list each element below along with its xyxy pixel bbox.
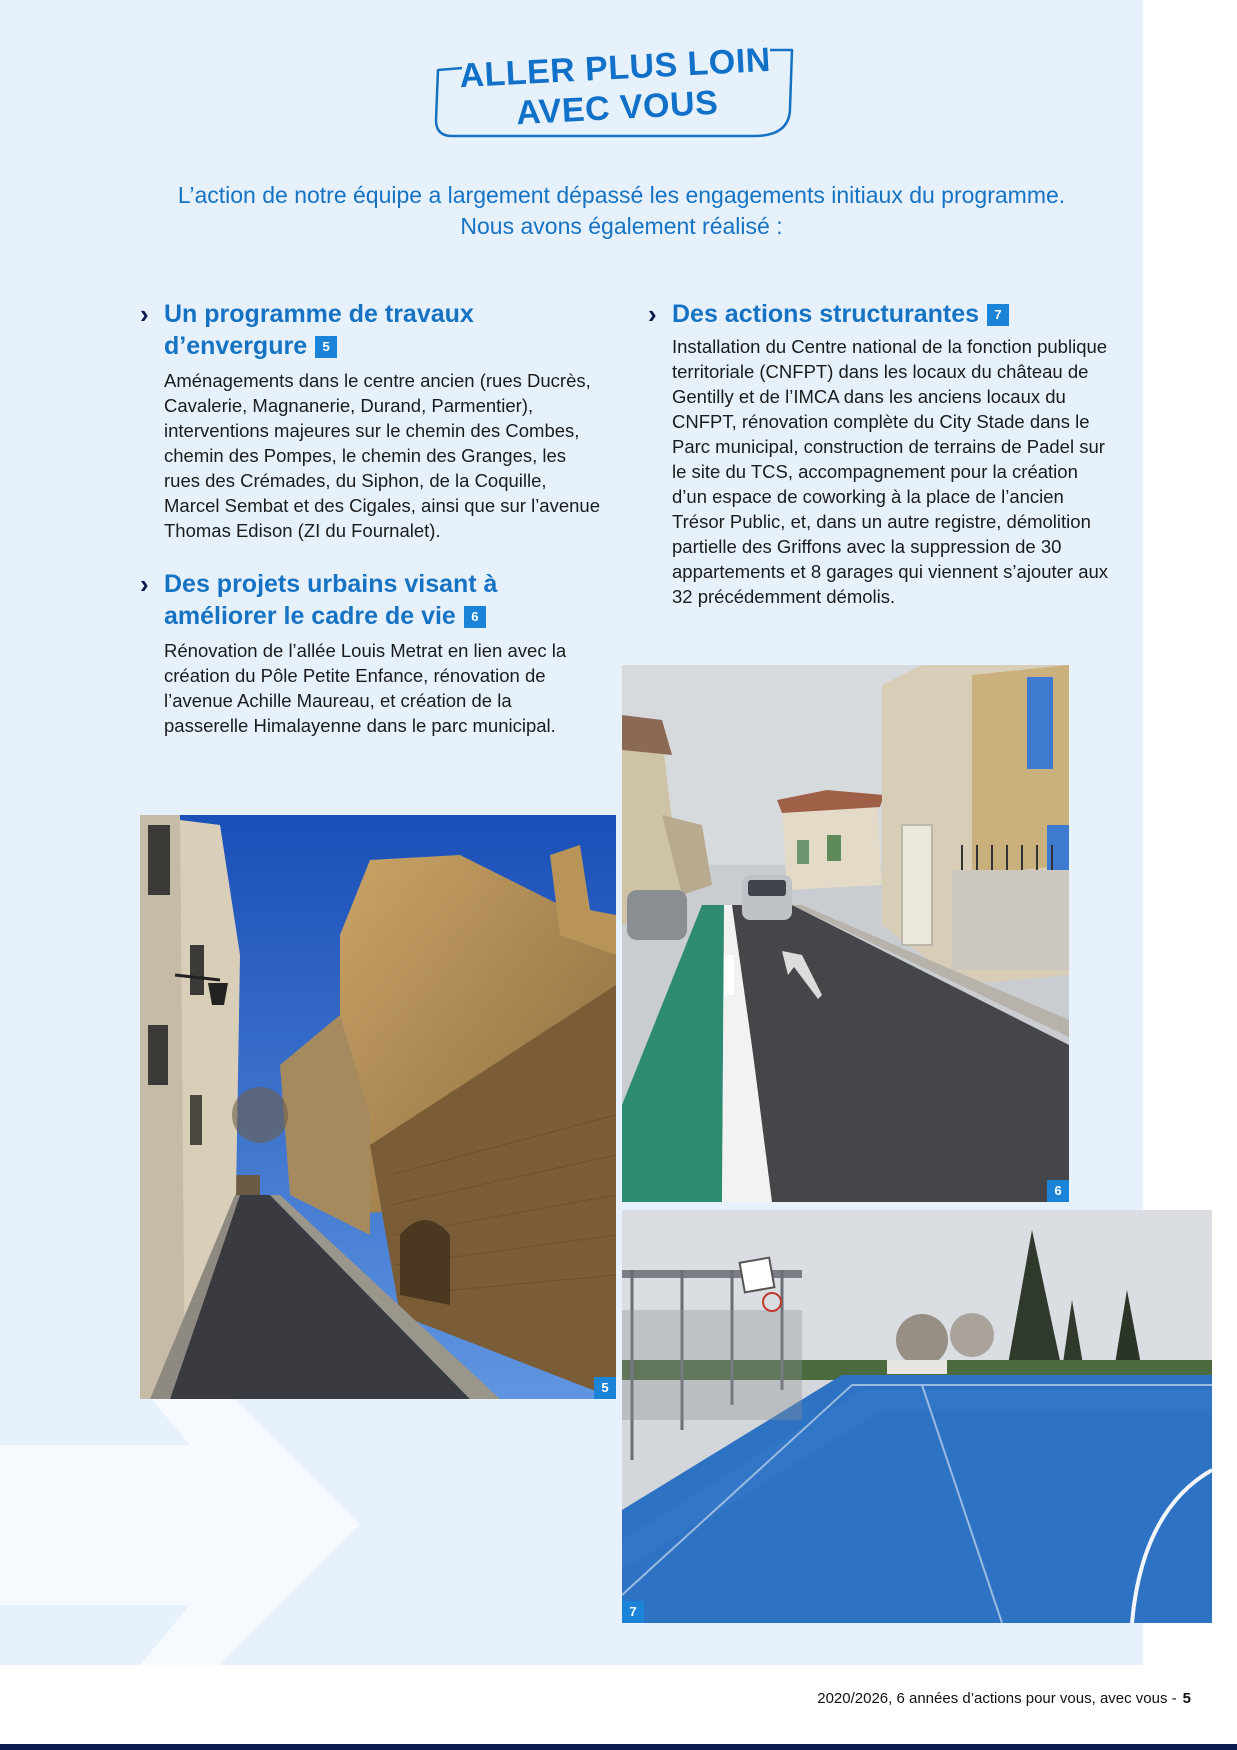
- title-line-2: AVEC VOUS: [515, 83, 720, 133]
- section-title: Des projets urbains visant à améliorer le cadre de vie 6: [164, 570, 498, 630]
- intro-line-1: L’action de notre équipe a largement dépassé les engagements initiaux du programme.: [177, 182, 1066, 208]
- section-projets-urbains: [140, 568, 600, 738]
- photo-avenue-cycle-lane: [622, 665, 1069, 1202]
- photo-badge: 6: [1047, 1180, 1069, 1202]
- section-badge: 6: [464, 606, 486, 628]
- title-banner: [432, 42, 800, 140]
- photo-image: [140, 815, 616, 1399]
- section-body: Rénovation de l’allée Louis Metrat en lien avec la création du Pôle Petite Enfance, rénovation de l’avenue Achille Maureau, et création de la passerelle Himalayenne dans le parc municipal.: [164, 640, 567, 736]
- page-footer: [817, 1690, 1191, 1707]
- section-badge: 5: [315, 336, 337, 358]
- footer-text: 2020/2026, 6 années d’actions pour vous, avec vous -: [817, 1690, 1177, 1707]
- photo-image: [622, 1210, 1212, 1623]
- photo-badge: 7: [622, 1601, 644, 1623]
- section-badge: 7: [987, 304, 1009, 326]
- section-actions-structurantes: [648, 298, 1128, 609]
- photo-image: [622, 665, 1069, 1202]
- chevron-right-icon: ›: [140, 299, 149, 329]
- section-travaux: [140, 298, 600, 543]
- decorative-arrow-icon: [0, 1385, 420, 1665]
- bottom-rule: [0, 1744, 1237, 1750]
- section-title: Des actions structurantes 7: [672, 298, 1009, 330]
- chevron-right-icon: ›: [140, 569, 149, 599]
- intro-line-2: Nous avons également réalisé :: [460, 213, 783, 239]
- section-title: Un programme de travaux d’envergure 5: [164, 300, 474, 360]
- intro-text: [100, 180, 1143, 242]
- photo-city-stade: [622, 1210, 1212, 1623]
- photo-old-town-street: [140, 815, 616, 1399]
- chevron-right-icon: ›: [648, 299, 657, 329]
- page-number: 5: [1182, 1690, 1191, 1707]
- title-line-1: ALLER PLUS LOIN: [458, 40, 772, 96]
- photo-badge: 5: [594, 1377, 616, 1399]
- section-body: Installation du Centre national de la fonction publique territoriale (CNFPT) dans les locaux du château de Gentilly et de l’IMCA dans les anciens locaux du CNFPT, rénovation complète du City Stade dans le Parc municipal, construction de terrains de Padel sur le site du TCS, accompagnement pour la création d’un espace de coworking à la place de l’ancien Trésor Public, et, dans un autre registre, démolition partielle des Griffons avec la suppression de 30 appartements et 8 garages qui viennent s’ajouter aux 32 précédemment démolis.: [672, 336, 1109, 607]
- section-body: Aménagements dans le centre ancien (rues Ducrès, Cavalerie, Magnanerie, Durand, Parmentier), interventions majeures sur le chemin des Combes, chemin des Pompes, le chemin des Granges, les rues des Crémades, du Siphon, de la Coquille, Marcel Sembat et des Cigales, ainsi que sur l’avenue Thomas Edison (ZI du Fournalet).: [164, 370, 601, 541]
